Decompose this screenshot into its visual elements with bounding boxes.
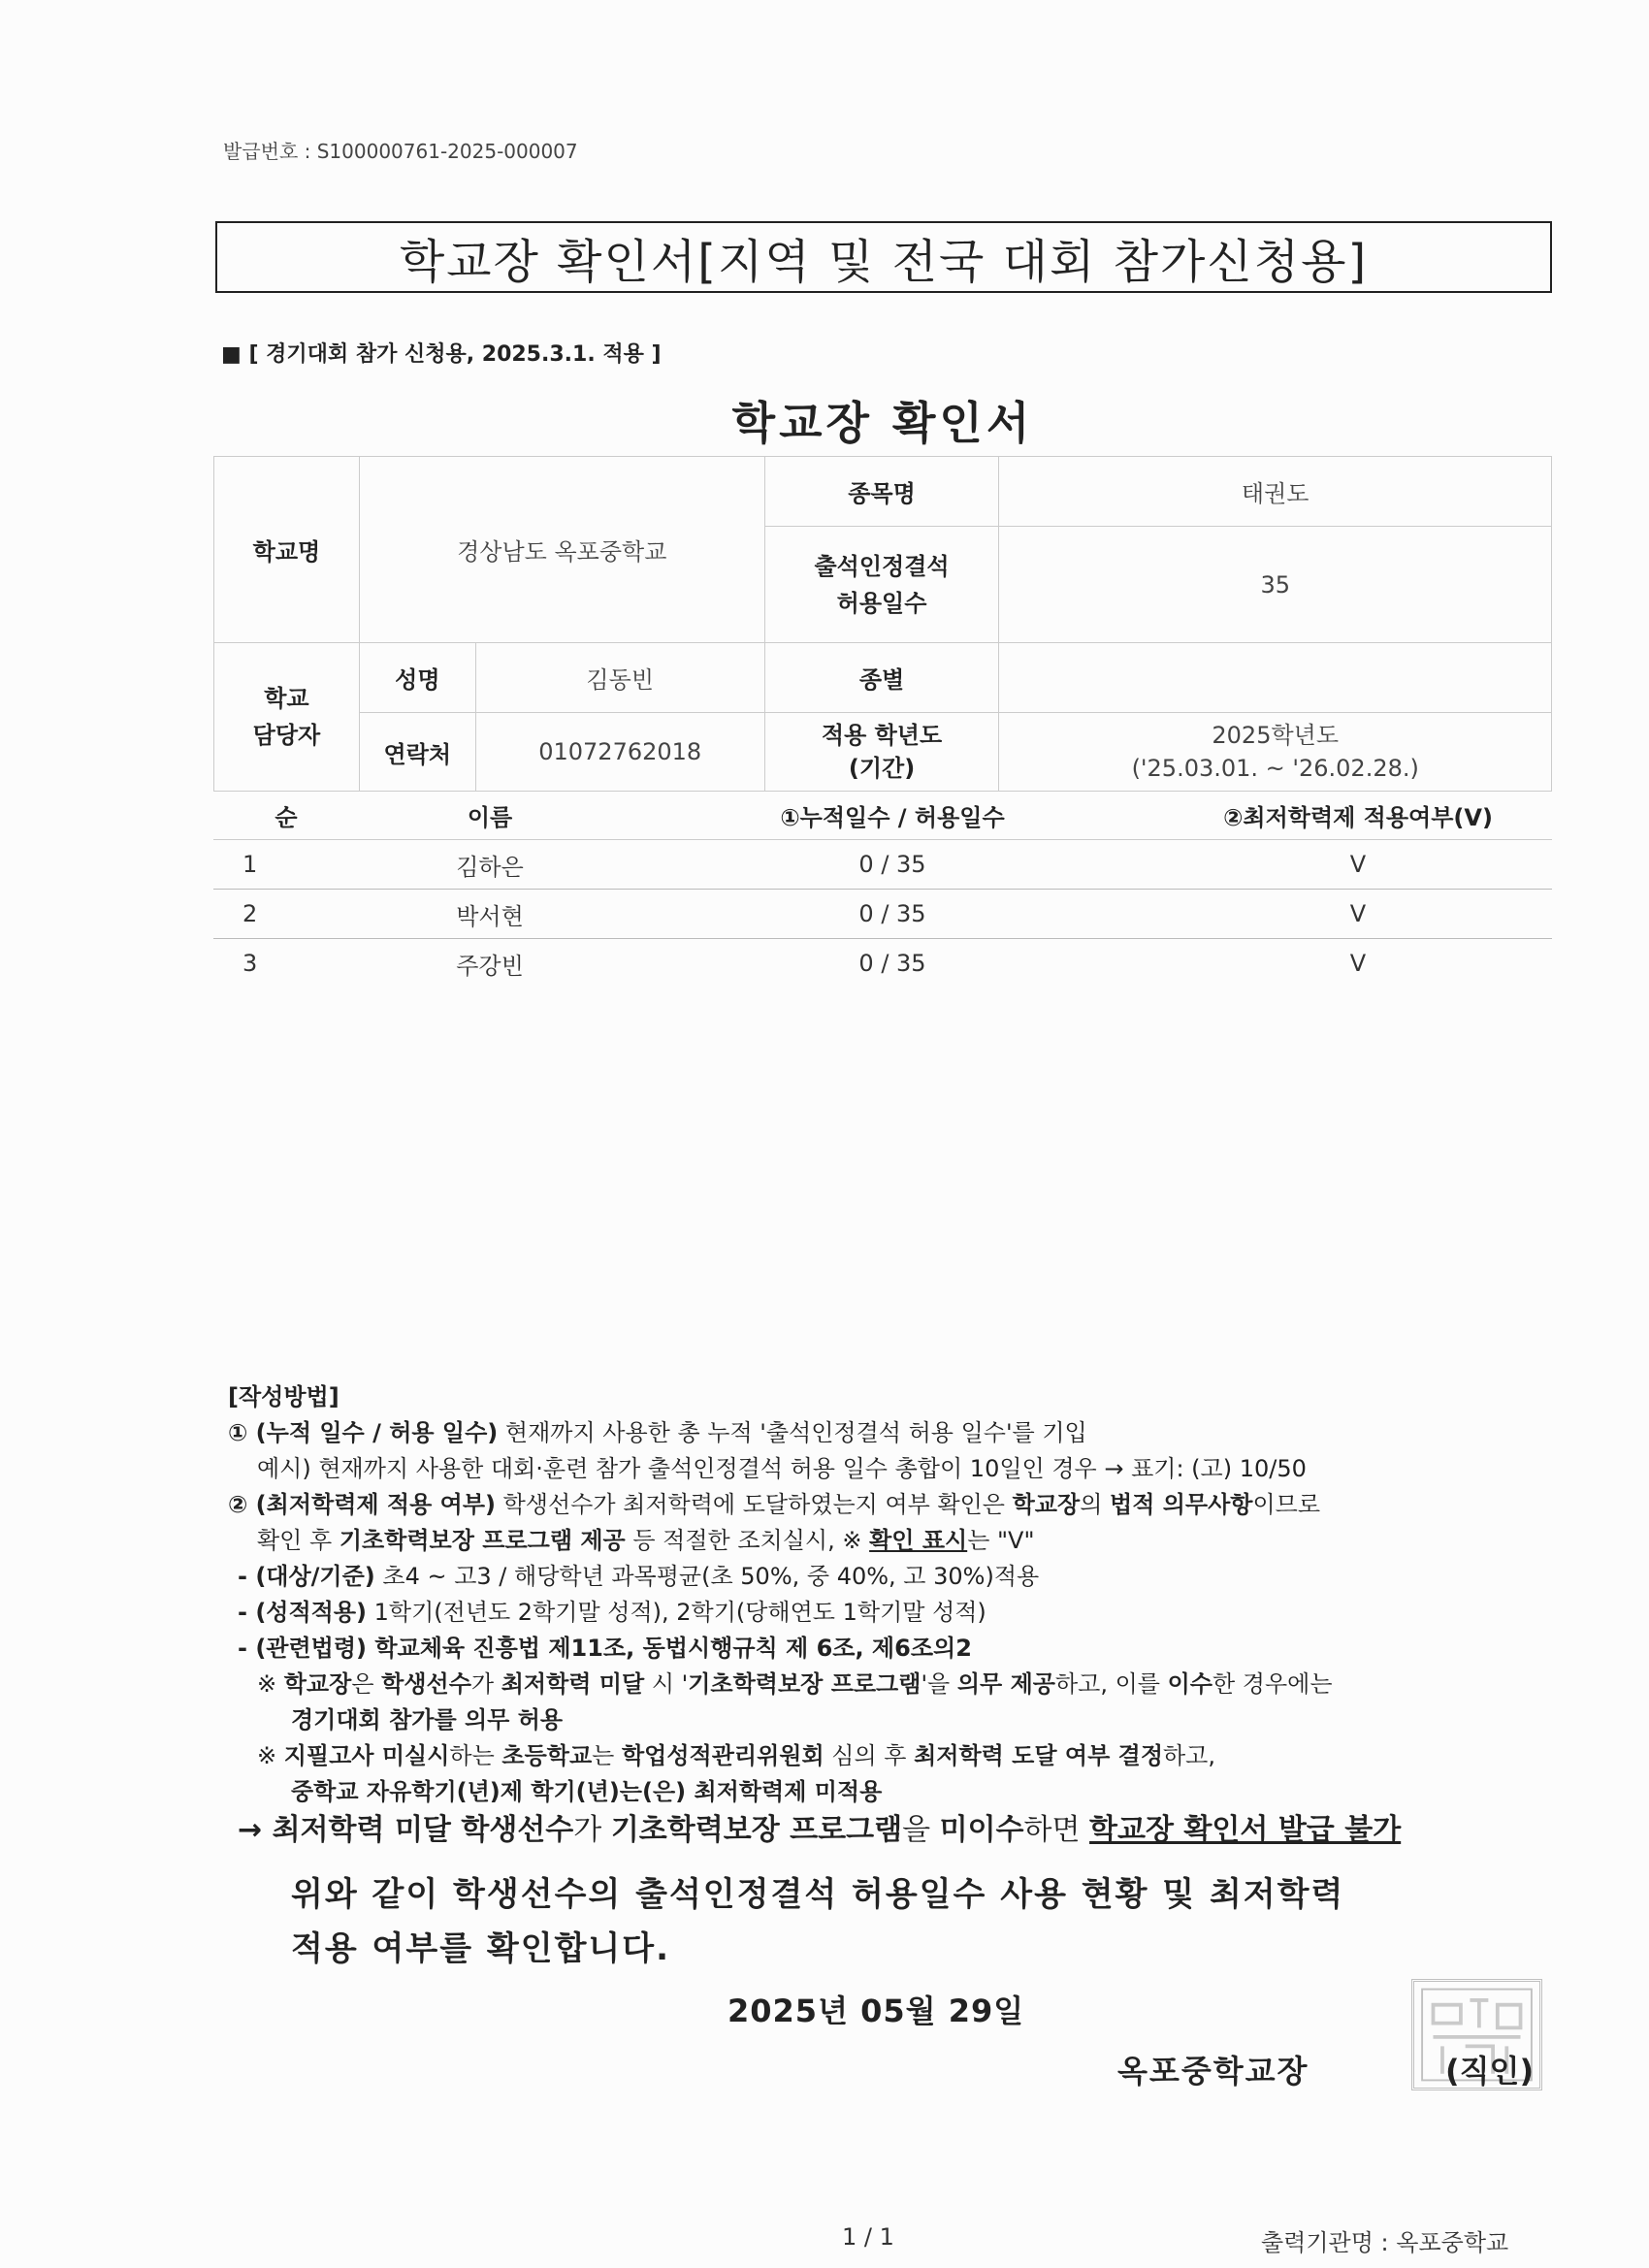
method-l10-e: 는 — [592, 1742, 622, 1769]
method-l5-rest: 초4 ~ 고3 / 해당학년 과목평균(초 50%, 중 40%, 고 30%)적용 — [374, 1563, 1040, 1590]
absence-label-line2: 허용일수 — [836, 589, 927, 617]
row-check: V — [1164, 840, 1552, 890]
school-value: 경상남도 옥포중학교 — [359, 457, 764, 643]
row-days: 0 / 35 — [621, 840, 1164, 890]
method-l12-f: 하면 — [1023, 1813, 1090, 1847]
method-line-3 — [228, 1487, 1586, 1523]
year-value-line1: 2025학년도 — [1212, 722, 1340, 749]
method-l10-c: 하는 — [449, 1742, 502, 1769]
method-l12-c: 기초학력보장 프로그램 — [610, 1813, 903, 1847]
year-value — [999, 713, 1552, 792]
row-no: 1 — [213, 840, 359, 890]
method-l6-rest: 1학기(전년도 2학기말 성적), 2학기(당해연도 1학기말 성적) — [367, 1599, 986, 1626]
method-line-5 — [228, 1559, 1586, 1595]
issue-number: 발급번호 : S100000761-2025-000007 — [223, 140, 578, 163]
row-name: 주강빈 — [456, 952, 524, 980]
col-header-check: ②최저학력제 적용여부(V) — [1164, 791, 1552, 840]
method-l1-rest: 현재까지 사용한 총 누적 '출석인정결석 허용 일수'를 기입 — [498, 1419, 1087, 1446]
method-line-1 — [228, 1415, 1586, 1451]
method-l3-r3: 이므로 — [1252, 1491, 1321, 1518]
method-l8-d: 학생선수 — [381, 1670, 471, 1698]
method-l4-b: 기초학력보장 프로그램 제공 — [339, 1527, 626, 1554]
main-title: 학교장 확인서[지역 및 전국 대회 참가신청용] — [215, 221, 1552, 293]
method-line-2: 예시) 현재까지 사용한 대회·훈련 참가 출석인정결석 허용 일수 총합이 10일인 경우 → 표기: (고) 10/50 — [257, 1455, 1307, 1482]
year-label-line2: (기간) — [848, 755, 916, 782]
method-line-9 — [228, 1702, 1586, 1738]
absence-value: 35 — [999, 527, 1552, 643]
method-l10-b: 지필고사 미실시 — [283, 1742, 450, 1769]
method-l8-c: 은 — [351, 1670, 382, 1698]
confirm-line-1: 위와 같이 학생선수의 출석인정결석 허용일수 사용 현황 및 최저학력 — [291, 1875, 1345, 1914]
method-l6-bold: - (성적적용) — [238, 1599, 367, 1626]
method-l8-a: ※ — [257, 1670, 284, 1698]
method-line-11 — [228, 1774, 1586, 1810]
method-l10-i: 하고, — [1163, 1742, 1215, 1769]
name-value: 김동빈 — [475, 643, 764, 713]
method-l10-f: 학업성적관리위원회 — [621, 1742, 824, 1769]
method-l12-b: 가 — [573, 1813, 611, 1847]
method-l12-e: 미이수 — [939, 1813, 1024, 1847]
row-name: 김하은 — [359, 840, 621, 890]
method-l9: 경기대회 참가를 의무 허용 — [291, 1706, 564, 1733]
doc-title: 학교장 확인서 — [731, 397, 1034, 449]
issuing-institution: 출력기관명 : 옥포중학교 — [1261, 2229, 1509, 2256]
col-header-name: 이름 — [359, 791, 621, 840]
method-l12-u: 학교장 확인서 발급 불가 — [1089, 1813, 1402, 1847]
method-l5-bold: - (대상/기준) — [238, 1563, 375, 1590]
col-header-days: ①누적일수 / 허용일수 — [621, 791, 1164, 840]
method-l3-bold: ② (최저학력제 적용 여부) — [228, 1491, 496, 1518]
table-row — [213, 840, 1552, 890]
method-l8-l: 이수 — [1167, 1670, 1212, 1698]
table-row — [213, 890, 1552, 939]
method-l3-b3: 법적 의무사항 — [1110, 1491, 1253, 1518]
row-name: 박서현 — [359, 890, 621, 939]
method-l4-u: 확인 표시 — [869, 1527, 968, 1554]
method-l3-rest: 학생선수가 최저학력에 도달하였는지 여부 확인은 — [495, 1491, 1013, 1518]
subheading: ■ [ 경기대회 참가 신청용, 2025.3.1. 적용 ] — [221, 342, 662, 367]
method-l8-m: 한 경우에는 — [1212, 1670, 1333, 1698]
confirm-line-2: 적용 여부를 확인합니다. — [291, 1929, 671, 1968]
issue-date: 2025년 05월 29일 — [728, 1993, 1025, 2029]
method-l10-d: 초등학교 — [501, 1742, 593, 1769]
method-l8-j: 의무 제공 — [956, 1670, 1055, 1698]
method-l3-r2: 의 — [1080, 1491, 1111, 1518]
table-row — [213, 939, 1552, 988]
method-l4-c: 등 적절한 조치실시, ※ — [625, 1527, 870, 1554]
writing-instructions — [228, 1379, 1586, 1848]
method-l12-a: → 최저학력 미달 학생선수 — [238, 1813, 574, 1847]
row-no: 2 — [213, 890, 359, 939]
method-l8-e: 가 — [470, 1670, 501, 1698]
method-l10-h: 최저학력 도달 여부 결정 — [914, 1742, 1163, 1769]
method-l3-b2: 학교장 — [1012, 1491, 1081, 1518]
method-l10-g: 심의 후 — [824, 1742, 915, 1769]
school-label: 학교명 — [214, 457, 360, 643]
info-table — [213, 456, 1552, 792]
col-header-no: 순 — [213, 791, 359, 840]
method-l7-bold: - (관련법령) 학교체육 진흥법 제11조, 동법시행규칙 제 6조, 제6조의2 — [238, 1635, 972, 1662]
row-no: 3 — [242, 950, 258, 977]
contact-value: 01072762018 — [475, 713, 764, 792]
contact-label: 연락처 — [359, 713, 475, 792]
method-l8-g: 시 ' — [644, 1670, 689, 1698]
method-heading: [작성방법] — [228, 1383, 340, 1410]
method-line-4 — [228, 1523, 1586, 1559]
name-label: 성명 — [359, 643, 475, 713]
method-l10-a: ※ — [257, 1742, 284, 1769]
method-l12-d: 을 — [902, 1813, 940, 1847]
manager-label-line2: 담당자 — [252, 722, 321, 749]
year-label — [764, 713, 999, 792]
seal-label: (직인) — [1445, 2053, 1535, 2090]
method-line-6 — [228, 1595, 1586, 1631]
method-line-10 — [228, 1738, 1586, 1774]
method-l8-i: '을 — [921, 1670, 957, 1698]
student-table — [213, 791, 1552, 988]
method-l8-f: 최저학력 미달 — [501, 1670, 645, 1698]
manager-label-line1: 학교 — [264, 685, 309, 712]
event-value — [999, 643, 1552, 713]
sport-label: 종목명 — [764, 457, 999, 527]
method-l8-b: 학교장 — [283, 1670, 352, 1698]
row-days: 0 / 35 — [621, 890, 1164, 939]
absence-label-line1: 출석인정결석 — [814, 552, 950, 580]
confirmation-text — [291, 1867, 1344, 1976]
absence-label — [764, 527, 999, 643]
year-label-line1: 적용 학년도 — [821, 722, 943, 749]
method-l11: 중학교 자유학기(년)제 학기(년)는(은) 최저학력제 미적용 — [291, 1778, 883, 1805]
method-l4-a: 확인 후 — [257, 1527, 340, 1554]
year-value-line2: ('25.03.01. ~ '26.02.28.) — [1131, 755, 1419, 782]
principal-name: 옥포중학교장 — [1117, 2053, 1310, 2090]
method-l8-h: 기초학력보장 프로그램 — [688, 1670, 922, 1698]
method-line-7 — [228, 1631, 1586, 1667]
method-line-8 — [228, 1667, 1586, 1702]
sport-value: 태권도 — [999, 457, 1552, 527]
manager-label — [214, 643, 360, 792]
method-l4-d: 는 "V" — [967, 1527, 1035, 1554]
row-check: V — [1349, 950, 1367, 977]
method-l8-k: 하고, 이를 — [1054, 1670, 1168, 1698]
event-label: 종별 — [764, 643, 999, 713]
page-number: 1 / 1 — [842, 2223, 894, 2251]
row-check: V — [1164, 890, 1552, 939]
row-days: 0 / 35 — [858, 950, 926, 977]
method-l1-bold: ① (누적 일수 / 허용 일수) — [228, 1419, 499, 1446]
method-line-12 — [228, 1812, 1586, 1848]
